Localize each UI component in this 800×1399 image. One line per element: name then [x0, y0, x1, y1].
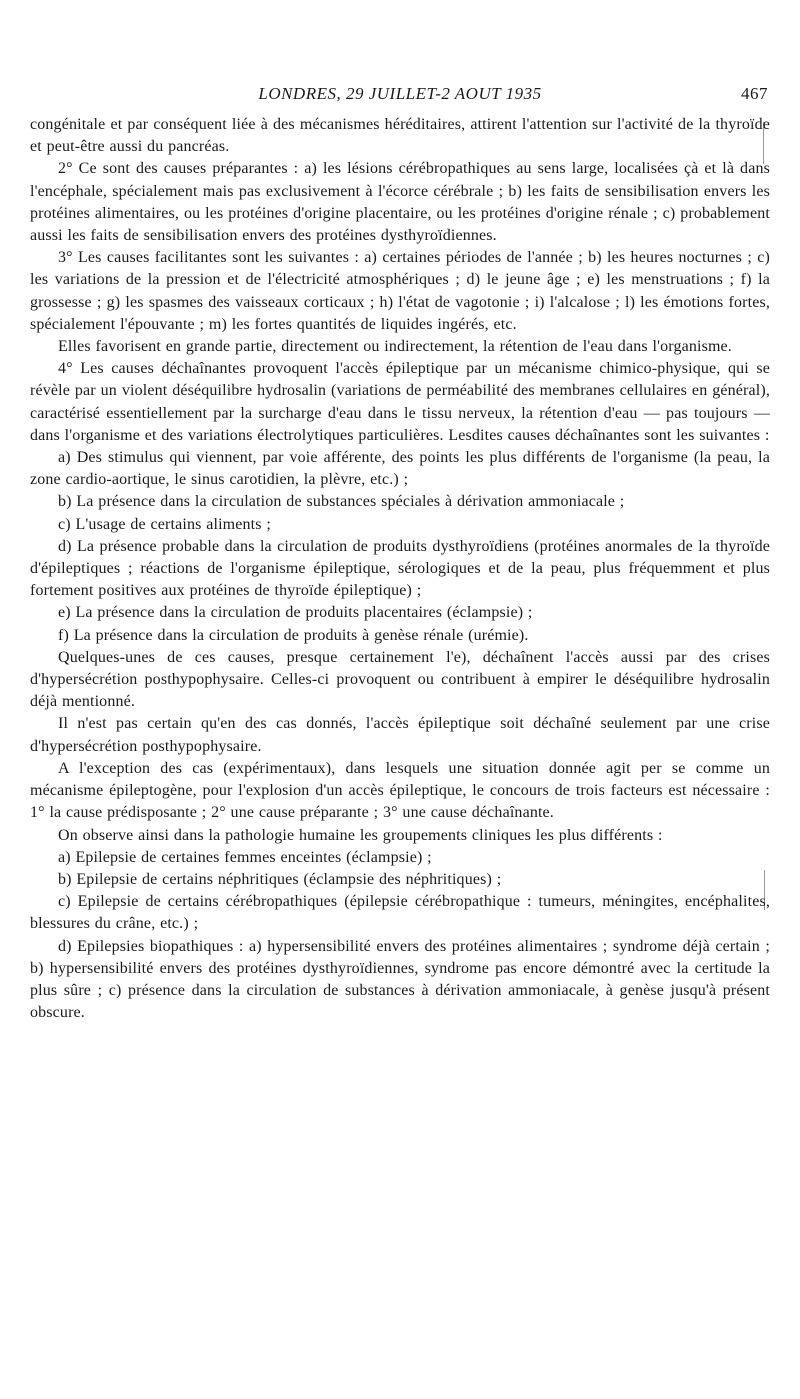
paragraph: c) Epilepsie de certains cérébropathiques (épilepsie cérébropathique : tumeurs, méningites, encéphalites, blessures du crâne, etc.) ;	[30, 893, 770, 933]
paragraph: a) Epilepsie de certaines femmes enceintes (éclampsie) ;	[58, 848, 432, 866]
paragraph: A l'exception des cas (expérimentaux), dans lesquels une situation donnée agit per se comme un mécanisme épileptogène, pour l'explosion d'un accès épileptique, le concours de trois facteurs est nécessaire : 1° la cause prédisposante ; 2° une cause préparante ; 3° une cause déchaînante.	[30, 759, 770, 822]
paragraph: 2° Ce sont des causes préparantes : a) les lésions cérébropathiques au sens large, localisées çà et là dans l'encéphale, spécialement mais pas exclusivement à l'écorce cérébrale ; b) les faits de sensibilisation envers les protéines alimentaires, ou les protéines d'origine placentaire, ou les protéines d'origine rénale ; c) probablement aussi les faits de sensibilisation envers des protéines dysthyroïdiennes.	[30, 160, 770, 245]
paragraph: On observe ainsi dans la pathologie humaine les groupements cliniques les plus différents :	[58, 826, 663, 844]
paragraph: 4° Les causes déchaînantes provoquent l'accès épileptique par un mécanisme chimico-physique, qui se révèle par un violent déséquilibre hydrosalin (variations de perméabilité des membranes cellulaires en général), caractérisé essentiellement par la surcharge d'eau dans le tissu nerveux, la rétention d'eau — pas toujours — dans l'organisme et des variations électrolytiques particulières. Lesdites causes déchaînantes sont les suivantes :	[30, 360, 770, 444]
paragraph: Il n'est pas certain qu'en des cas donnés, l'accès épileptique soit déchaîné seulement par une crise d'hypersécrétion posthypophysaire.	[30, 715, 770, 755]
paragraph: d) Epilepsies biopathiques : a) hypersensibilité envers des protéines alimentaires ; syndrome déjà certain ; b) hypersensibilité envers des protéines dysthyroïdiennes, syndrome pas encore démontré avec la certitude la plus sûre ; c) présence dans la circulation de substances à dérivation ammoniacale, à genèse jusqu'à présent obscure.	[30, 937, 770, 1022]
paragraph: a) Des stimulus qui viennent, par voie afférente, des points les plus différents de l'organisme (la peau, la zone cardio-aortique, le sinus carotidien, la plèvre, etc.) ;	[30, 449, 770, 489]
running-header	[30, 84, 770, 114]
paragraph: congénitale et par conséquent liée à des mécanismes héréditaires, attirent l'attention sur l'activité de la thyroïde et peut-être aussi du pancréas.	[30, 116, 770, 156]
header-title: LONDRES, 29 JUILLET-2 AOUT 1935	[258, 84, 542, 103]
page-number: 467	[741, 84, 768, 103]
paragraph: Elles favorisent en grande partie, directement ou indirectement, la rétention de l'eau dans l'organisme.	[58, 338, 732, 356]
document-body	[30, 114, 770, 1024]
paragraph: e) La présence dans la circulation de produits placentaires (éclampsie) ;	[58, 604, 533, 622]
paragraph: Quelques-unes de ces causes, presque certainement l'e), déchaînent l'accès aussi par des crises d'hypersécrétion posthypophysaire. Celles-ci provoquent ou contribuent à empirer le déséquilibre hydrosalin déjà mentionné.	[30, 648, 770, 711]
paragraph: b) La présence dans la circulation de substances spéciales à dérivation ammoniacale ;	[58, 493, 625, 511]
paragraph: 3° Les causes facilitantes sont les suivantes : a) certaines périodes de l'année ; b) les heures nocturnes ; c) les variations de la pression et de l'électricité atmosphériques ; d) le jeune âge ; e) les menstruations ; f) la grossesse ; g) les spasmes des vaisseaux corticaux ; h) l'état de vagotonie ; i) l'alcalose ; l) les émotions fortes, spécialement l'épouvante ; m) les fortes quantités de liquides ingérés, etc.	[30, 249, 770, 333]
paragraph: d) La présence probable dans la circulation de produits dysthyroïdiens (protéines anormales de la thyroïde d'épileptiques ; réactions de l'organisme épileptique, sérologiques et de la peau, plus fréquemment et plus fortement positives aux protéines de thyroïde épileptique) ;	[30, 537, 770, 600]
paragraph: c) L'usage de certains aliments ;	[58, 515, 271, 533]
paragraph: f) La présence dans la circulation de produits à genèse rénale (urémie).	[58, 626, 529, 644]
paragraph: b) Epilepsie de certains néphritiques (éclampsie des néphritiques) ;	[58, 870, 502, 888]
page	[30, 84, 770, 1384]
